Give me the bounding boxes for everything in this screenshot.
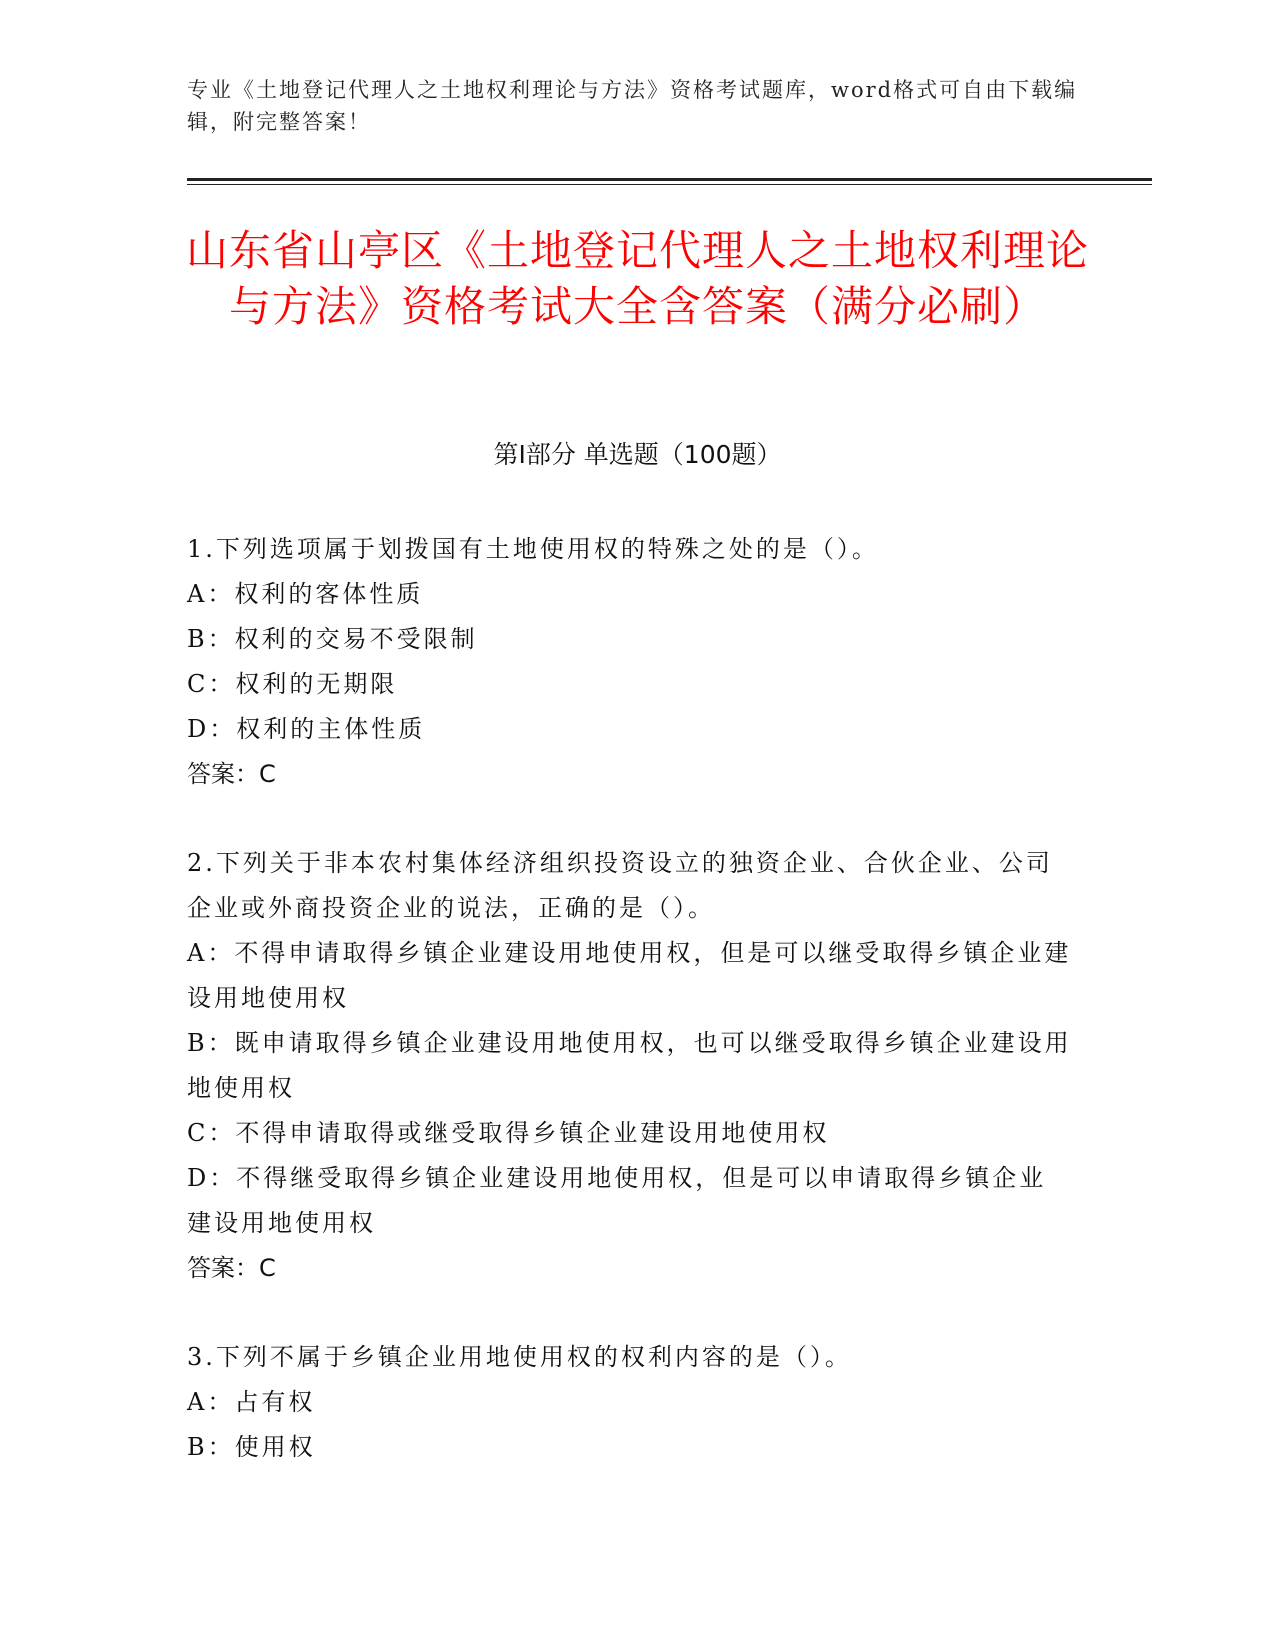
option-b: B：使用权 [187,1433,316,1461]
option-c: C：不得申请取得或继受取得乡镇企业建设用地使用权 [187,1119,830,1147]
section-title: 第Ⅰ部分 单选题（100题） [493,440,782,469]
question-2 [187,841,1072,1291]
option-d: D：权利的主体性质 [187,715,426,743]
question-stem: 3.下列不属于乡镇企业用地使用权的权利内容的是（）。 [187,1343,852,1371]
document-title: 山东省山亭区《土地登记代理人之土地权利理论与方法》资格考试大全含答案（满分必刷） [185,226,1089,331]
question-stem: 2.下列关于非本农村集体经济组织投资设立的独资企业、合伙企业、公司企业或外商投资企业的说法，正确的是（）。 [187,849,1053,922]
option-a: A：不得申请取得乡镇企业建设用地使用权，但是可以继受取得乡镇企业建设用地使用权 [187,939,1072,1012]
question-list [187,527,1072,1514]
option-a: A：占有权 [187,1388,316,1416]
question-3 [187,1335,1072,1470]
question-1 [187,527,1072,797]
answer-line: 答案：C [187,1254,276,1282]
header-rule-thin [187,184,1152,185]
header-note: 专业《土地登记代理人之土地权利理论与方法》资格考试题库，word格式可自由下载编辑，附完整答案！ [187,78,1078,134]
header-rule-thick [187,178,1152,181]
option-b: B：既申请取得乡镇企业建设用地使用权，也可以继受取得乡镇企业建设用地使用权 [187,1029,1072,1102]
option-b: B：权利的交易不受限制 [187,625,478,653]
question-stem: 1.下列选项属于划拨国有土地使用权的特殊之处的是（）。 [187,535,879,563]
option-a: A：权利的客体性质 [187,580,424,608]
option-c: C：权利的无期限 [187,670,398,698]
option-d: D：不得继受取得乡镇企业建设用地使用权，但是可以申请取得乡镇企业建设用地使用权 [187,1164,1047,1237]
answer-line: 答案：C [187,760,276,788]
